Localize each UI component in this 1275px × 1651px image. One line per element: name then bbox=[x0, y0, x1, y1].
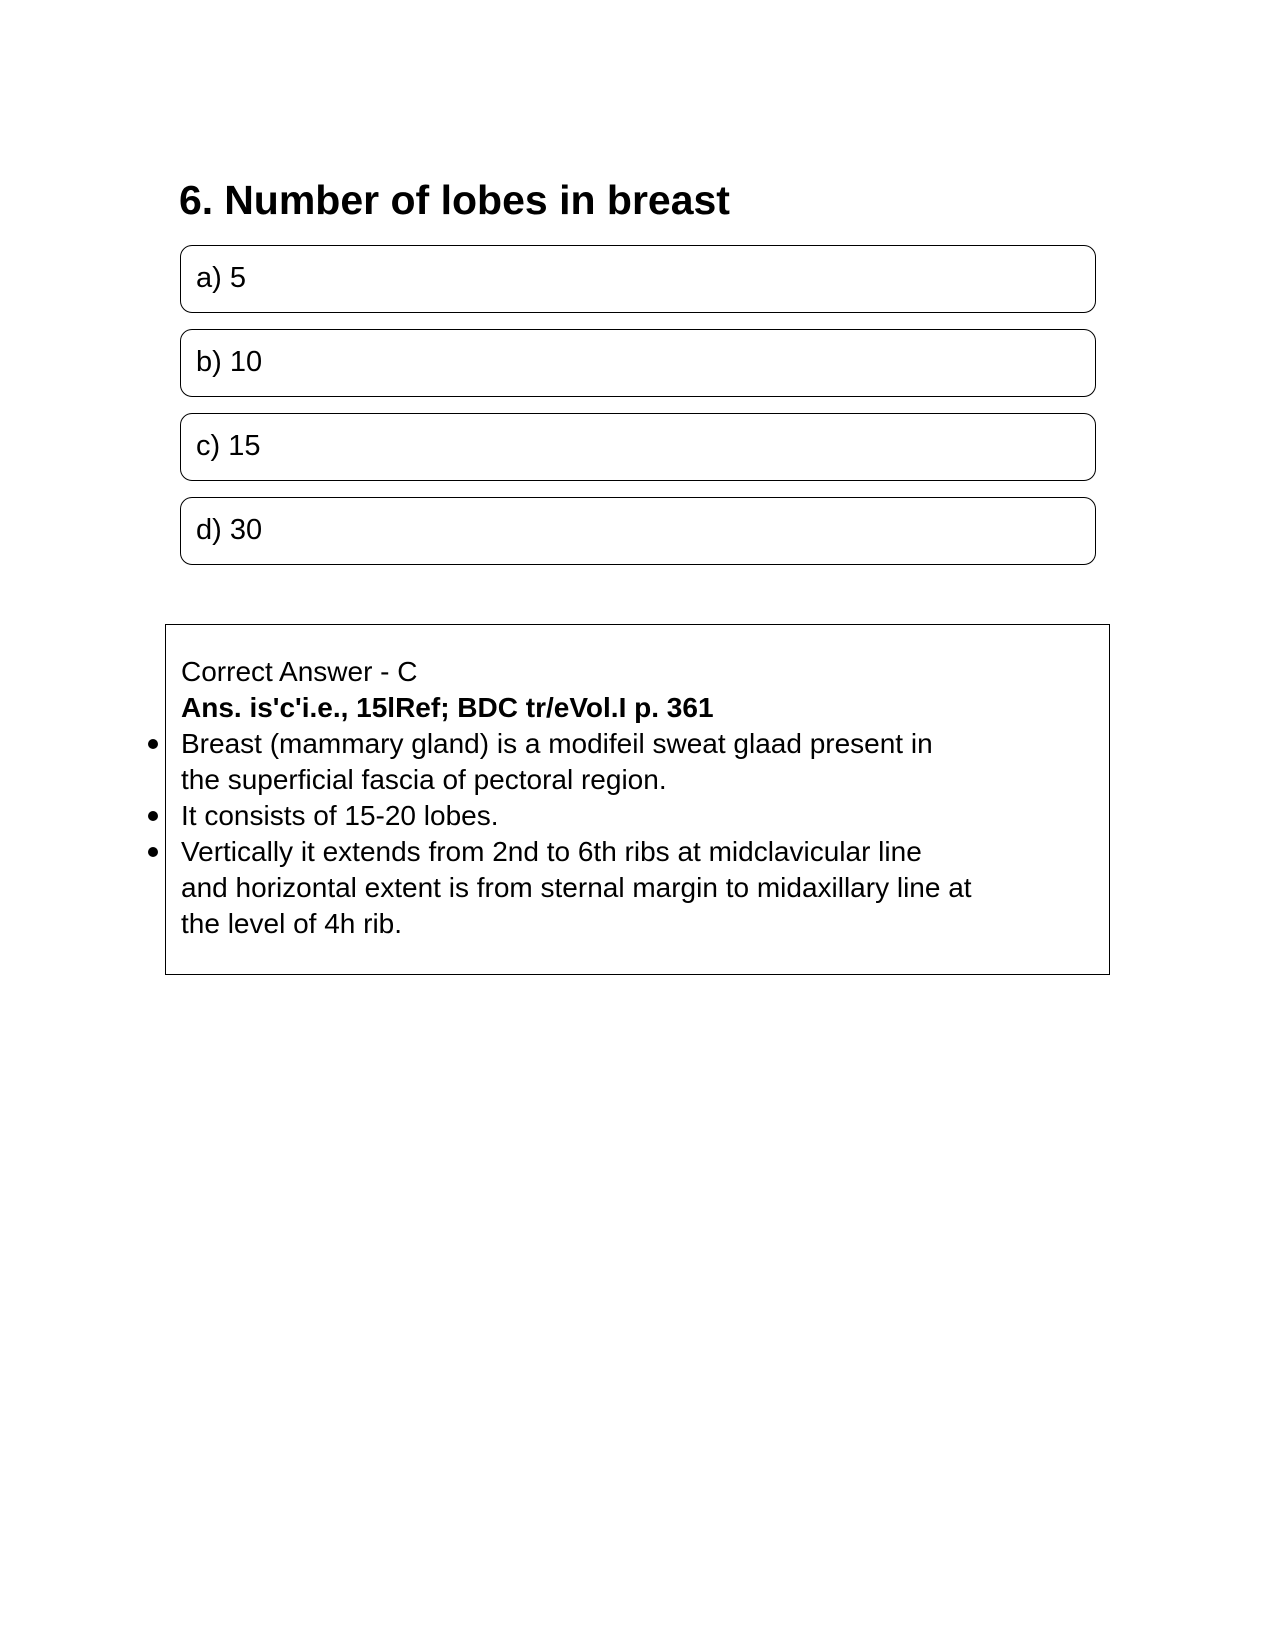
bullet-icon bbox=[148, 811, 158, 821]
explanation-point bbox=[181, 798, 1091, 834]
option-c[interactable]: c) 15 bbox=[180, 413, 1096, 481]
bullet-icon bbox=[148, 739, 158, 749]
explanation-point bbox=[181, 834, 1091, 942]
answer-reference: Ans. is'c'i.e., 15lRef; BDC tr/eVol.I p. 361 bbox=[181, 692, 714, 723]
explanation-line: and horizontal extent is from sternal margin to midaxillary line at bbox=[181, 872, 972, 903]
bullet-icon bbox=[148, 847, 158, 857]
explanation-line: It consists of 15-20 lobes. bbox=[181, 800, 499, 831]
question-text: Number of lobes in breast bbox=[224, 177, 730, 223]
answer-explanation bbox=[181, 654, 1091, 942]
question-number: 6. bbox=[179, 177, 214, 223]
explanation-line: the superficial fascia of pectoral region. bbox=[181, 764, 667, 795]
explanation-line: Breast (mammary gland) is a modifeil sweat glaad present in bbox=[181, 728, 933, 759]
explanation-line: Vertically it extends from 2nd to 6th ribs at midclavicular line bbox=[181, 836, 922, 867]
option-d[interactable]: d) 30 bbox=[180, 497, 1096, 565]
explanation-line: the level of 4h rib. bbox=[181, 908, 403, 939]
option-a[interactable]: a) 5 bbox=[180, 245, 1096, 313]
correct-answer-line: Correct Answer - C bbox=[181, 656, 418, 687]
explanation-list bbox=[181, 726, 1091, 942]
option-b[interactable]: b) 10 bbox=[180, 329, 1096, 397]
question-heading bbox=[179, 176, 730, 224]
explanation-point bbox=[181, 726, 1091, 798]
